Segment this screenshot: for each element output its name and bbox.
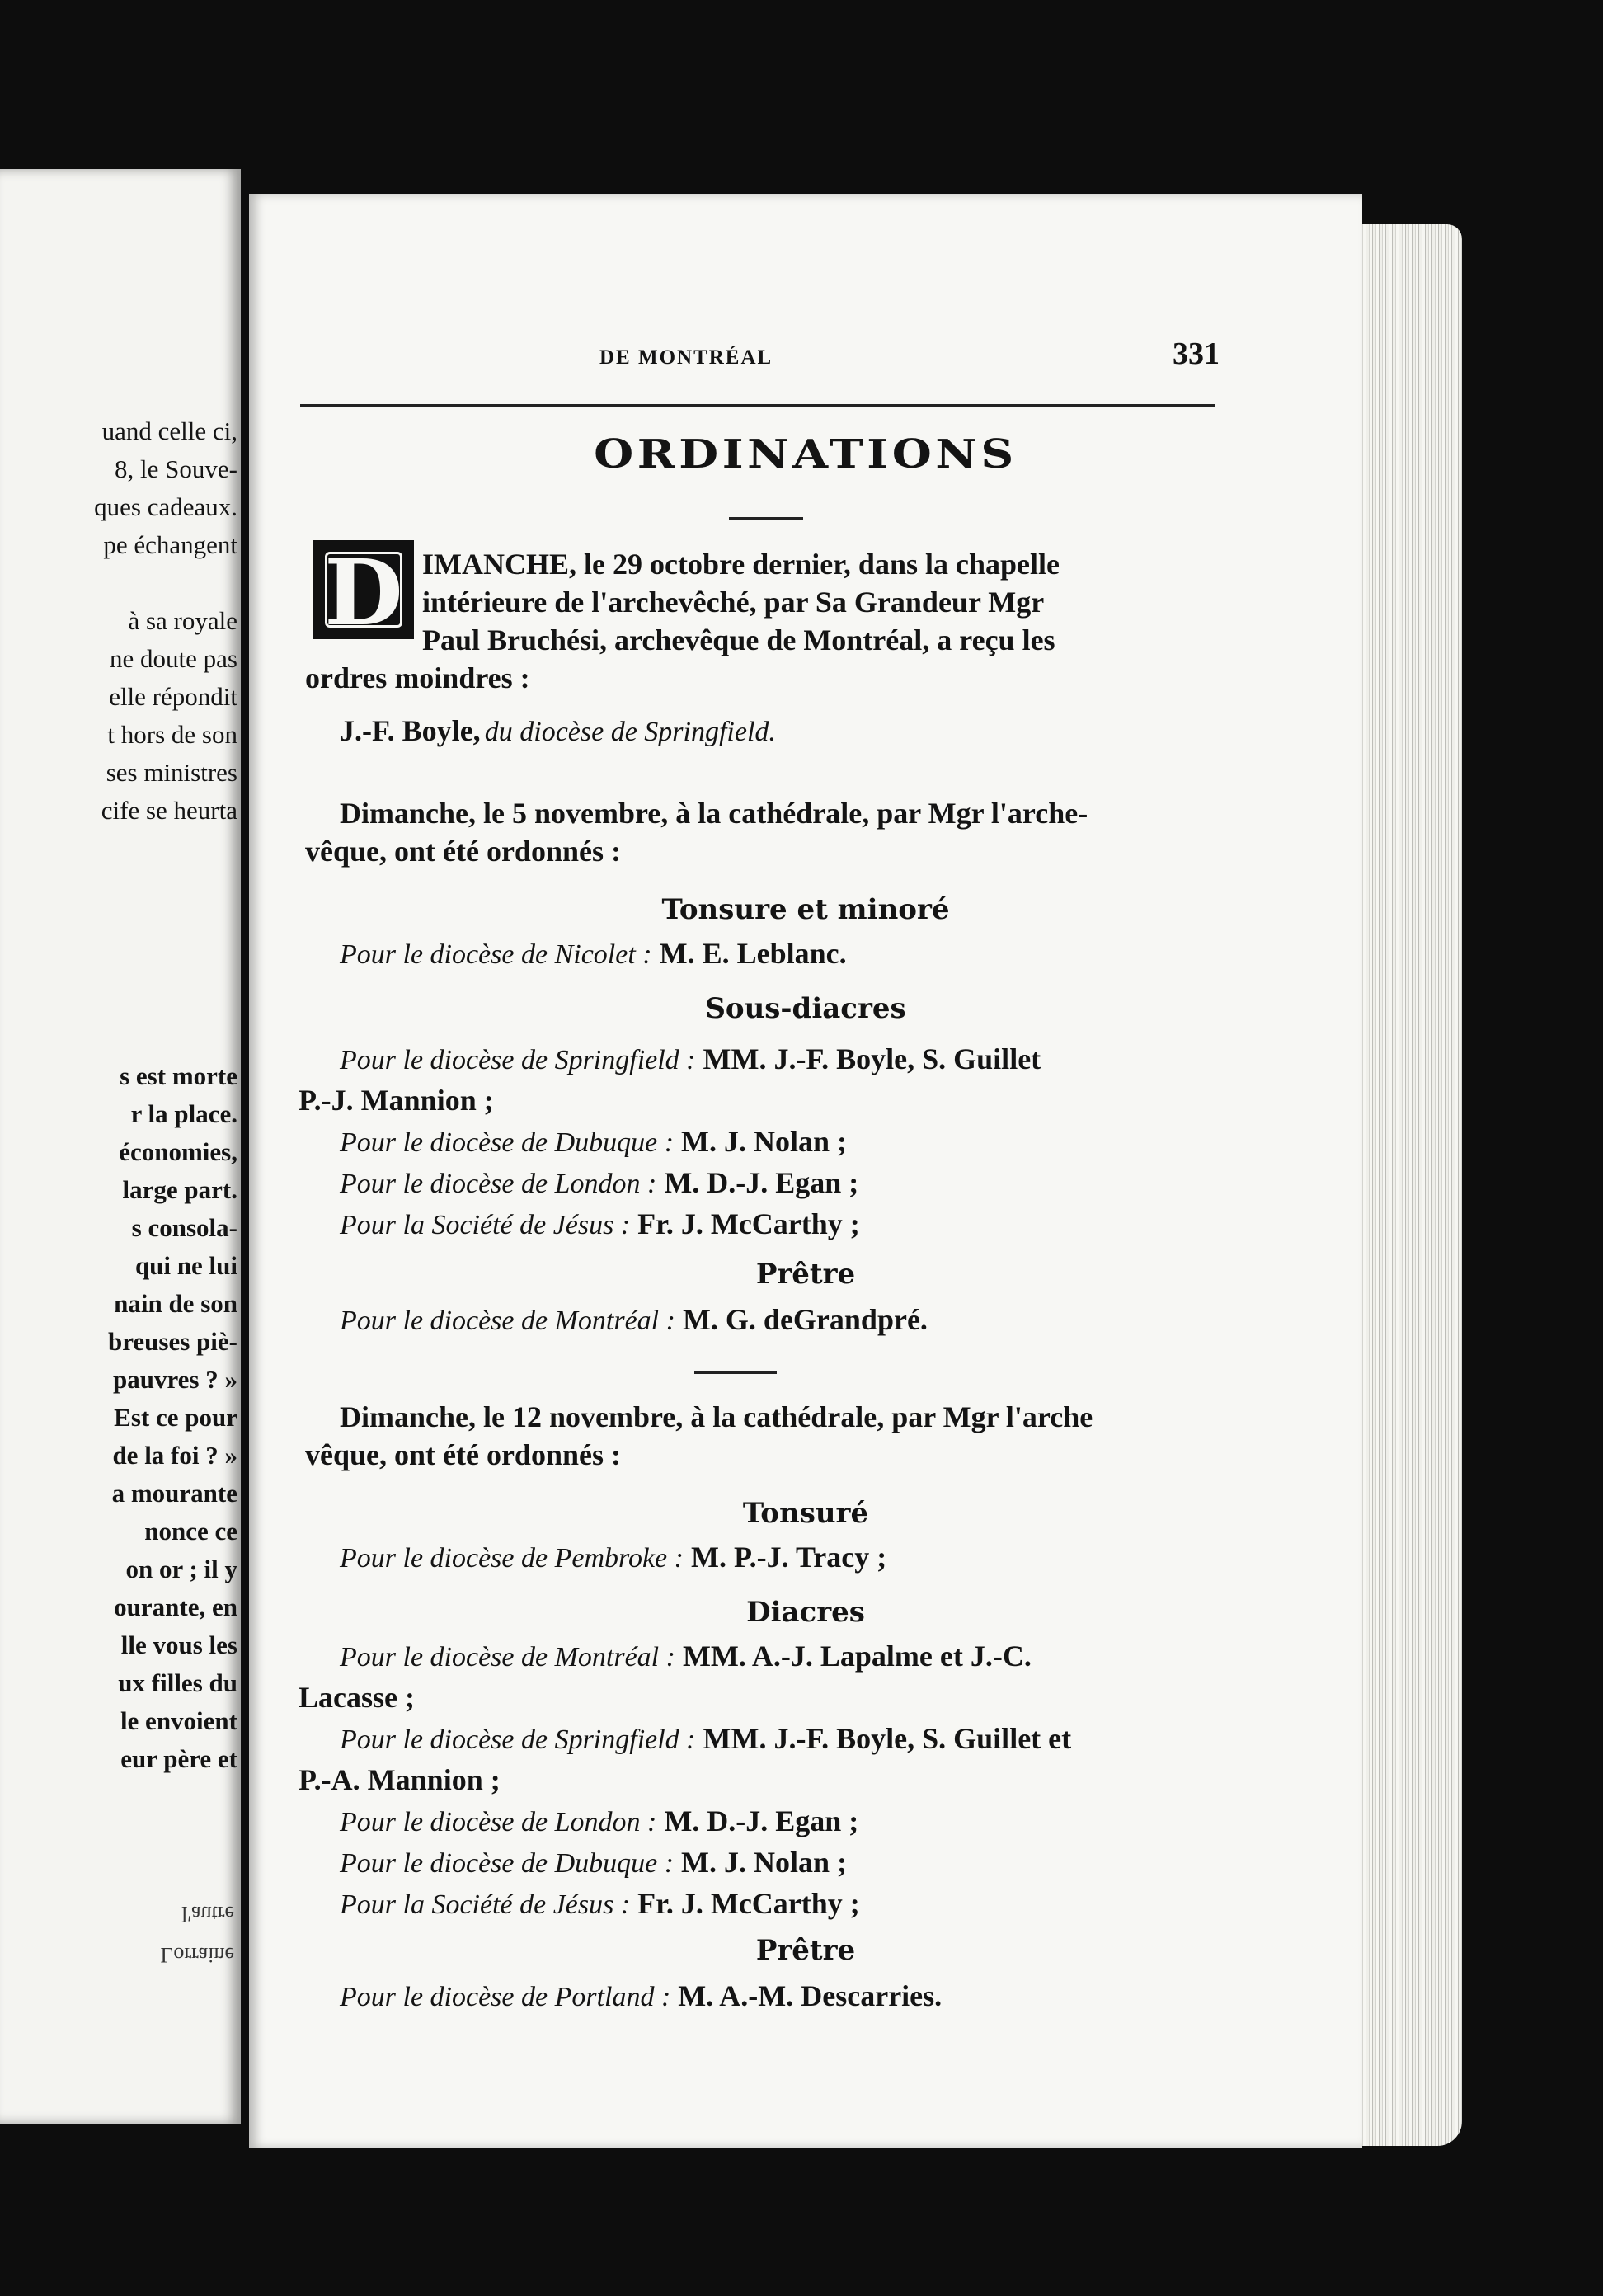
tonsure-heading: Tonsure et minoré (661, 893, 950, 926)
ordination-entry (340, 1124, 847, 1159)
subdeacons-heading: Sous-diacres (705, 992, 906, 1025)
ordination-entry (299, 1083, 494, 1117)
ordinand-names: P.-A. Mannion ; (299, 1763, 501, 1796)
main-page (249, 194, 1362, 2148)
diocese-label: Pour le diocèse de Dubuque : (340, 1848, 675, 1879)
left-page-line: à sa royale (128, 606, 237, 635)
drop-cap-initial: D (313, 540, 414, 639)
left-page-line: pe échangent (103, 530, 237, 559)
minor-orders-entry (340, 713, 776, 748)
running-head: DE MONTRÉAL (599, 346, 773, 369)
ordination-entry (340, 1886, 860, 1921)
book-fore-edge (1356, 224, 1462, 2146)
ordination-entry (340, 936, 847, 971)
left-page-line (0, 981, 237, 1019)
left-page-line: cife se heurta (101, 796, 237, 825)
left-page-line: lle vous les (120, 1630, 237, 1659)
left-page-line (0, 1019, 237, 1057)
left-page-line: Est ce pour (114, 1403, 237, 1432)
ordination-entry (340, 1302, 928, 1337)
ordinand-names: M. D.-J. Egan ; (656, 1804, 859, 1837)
ordination-entry (340, 1165, 858, 1200)
ordination-entry (340, 1804, 858, 1838)
ordinand-names: Fr. J. McCarthy ; (630, 1207, 860, 1240)
left-page-line: le envoient (120, 1706, 237, 1735)
diocese-label: Pour le diocèse de Montréal : (340, 1306, 675, 1336)
left-page-line (0, 868, 237, 906)
left-page-line: r la place. (130, 1099, 237, 1128)
left-page-line: s consola- (131, 1213, 237, 1242)
left-page-line: ux filles du (118, 1668, 237, 1697)
section-title: ORDINATIONS (594, 431, 1018, 478)
left-page-line: t hors de son (107, 720, 237, 749)
nov12-intro-line: Dimanche, le 12 novembre, à la cathédrale, par Mgr l'arche (340, 1400, 1093, 1433)
left-page-line (0, 830, 237, 868)
left-page-line: de la foi ? » (112, 1441, 237, 1470)
left-page-line: on or ; il y (125, 1555, 237, 1583)
left-page-line: uand celle ci, (101, 416, 237, 445)
ordinand-names: M. J. Nolan ; (674, 1846, 848, 1879)
left-page-line: ques cadeaux. (94, 492, 237, 521)
ordination-entry (340, 1978, 942, 2013)
left-page-line: eur père et (120, 1744, 237, 1773)
left-page-line: ses ministres (106, 758, 237, 787)
left-page-line: 8, le Souve- (115, 454, 237, 483)
left-page-line: nonce ce (144, 1517, 237, 1546)
diocese-label: du diocèse de Springfield. (484, 717, 776, 747)
ordinand-names: MM. A.-J. Lapalme et J.-C. (675, 1640, 1032, 1673)
left-page-line: pauvres ? » (112, 1365, 237, 1394)
priest-heading: Prêtre (755, 1258, 856, 1291)
ordinand-names: M. D.-J. Egan ; (656, 1166, 859, 1199)
ordination-entry (299, 1762, 501, 1797)
left-page-line (0, 906, 237, 943)
ordination-entry (299, 1680, 415, 1715)
left-page-line: ourante, en (114, 1593, 237, 1621)
ordinand-names: MM. J.-F. Boyle, S. Guillet et (695, 1722, 1072, 1755)
left-page-column (0, 412, 237, 1778)
left-page-line: qui ne lui (134, 1251, 237, 1280)
left-page-line: breuses piè- (107, 1327, 237, 1356)
ordination-entry (340, 1207, 860, 1241)
nov12-intro-line: vêque, ont été ordonnés : (305, 1438, 621, 1471)
diocese-label: Pour la Société de Jésus : (340, 1210, 631, 1240)
ordinand-names: M. A.-M. Descarries. (670, 1979, 943, 2012)
left-page-fragment: l'autre (181, 1902, 234, 1926)
ordination-entry (340, 1639, 1032, 1673)
diocese-label: Pour le diocèse de Dubuque : (340, 1127, 675, 1158)
diocese-label: Pour le diocèse de Springfield : (340, 1045, 696, 1075)
ordination-entry (340, 1845, 847, 1880)
ordination-entry (340, 1540, 886, 1574)
section-rule (694, 1371, 777, 1374)
nov5-intro-line: Dimanche, le 5 novembre, à la cathédrale, par Mgr l'arche- (340, 797, 1088, 830)
ordinand-names: MM. J.-F. Boyle, S. Guillet (695, 1042, 1041, 1075)
left-page-line (0, 943, 237, 981)
diocese-label: Pour le diocèse de London : (340, 1807, 657, 1837)
ordinand-names: M. J. Nolan ; (674, 1125, 848, 1158)
deacons-heading: Diacres (746, 1596, 865, 1629)
left-page-fragment: Lorraine (160, 1943, 234, 1967)
diocese-label: Pour le diocèse de Springfield : (340, 1724, 696, 1755)
diocese-label: Pour le diocèse de Pembroke : (340, 1543, 684, 1574)
diocese-label: Pour le diocèse de Nicolet : (340, 939, 652, 970)
left-page-line: nain de son (114, 1289, 237, 1318)
ordinand-name: J.-F. Boyle, (340, 714, 481, 747)
ordinand-names: M. P.-J. Tracy ; (683, 1541, 887, 1574)
diocese-label: Pour le diocèse de Portland : (340, 1982, 671, 2012)
tonsure-heading: Tonsuré (742, 1497, 869, 1530)
ordinand-names: P.-J. Mannion ; (299, 1084, 494, 1117)
left-page-line: large part. (122, 1175, 237, 1204)
diocese-label: Pour la Société de Jésus : (340, 1889, 631, 1920)
left-page-line: elle répondit (109, 682, 237, 711)
ordination-entry (340, 1721, 1071, 1756)
ordinand-names: Fr. J. McCarthy ; (630, 1887, 860, 1920)
left-page-line: économies, (119, 1137, 237, 1166)
left-page-line: ne doute pas (110, 644, 237, 673)
ordinand-names: Lacasse ; (299, 1681, 415, 1714)
ordination-entry (340, 1042, 1041, 1076)
intro-line: Paul Bruchési, archevêque de Montréal, a reçu les (422, 623, 1055, 656)
intro-line: ordres moindres : (305, 661, 530, 694)
left-page-line (0, 564, 237, 602)
intro-line: intérieure de l'archevêché, par Sa Grandeur Mgr (422, 586, 1045, 619)
ordinand-names: M. G. deGrandpré. (675, 1303, 928, 1336)
left-page-line: s est morte (120, 1061, 237, 1090)
ordinand-names: M. E. Leblanc. (651, 937, 847, 970)
left-page-line: a mourante (111, 1479, 237, 1508)
diocese-label: Pour le diocèse de Montréal : (340, 1642, 675, 1673)
header-rule (300, 404, 1215, 407)
priest-heading: Prêtre (755, 1934, 856, 1967)
intro-line: IMANCHE, le 29 octobre dernier, dans la chapelle (422, 548, 1060, 581)
diocese-label: Pour le diocèse de London : (340, 1169, 657, 1199)
title-rule (729, 517, 803, 520)
page-number: 331 (1173, 336, 1220, 371)
nov5-intro-line: vêque, ont été ordonnés : (305, 835, 621, 868)
